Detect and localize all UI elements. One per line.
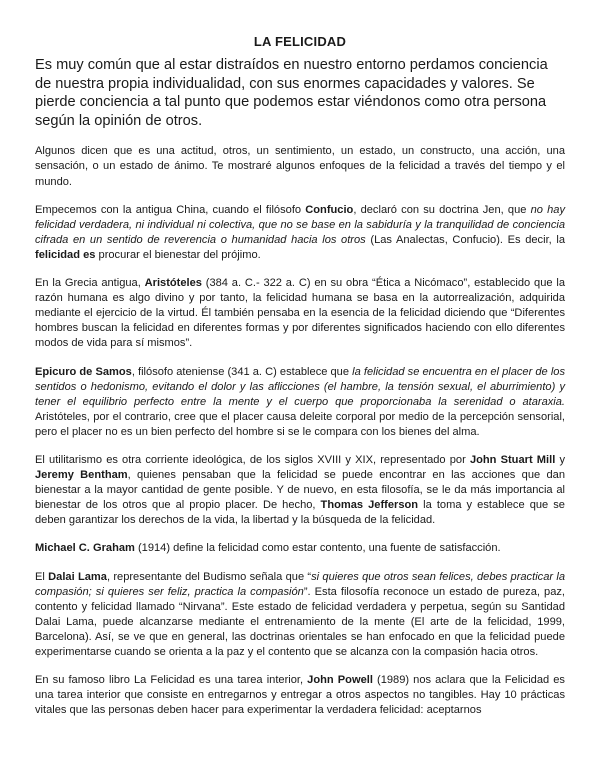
- name-jeremy-bentham: Jeremy Bentham: [35, 469, 128, 482]
- paragraph-text: , filósofo ateniense (341 a. C) establece que: [131, 365, 353, 378]
- name-thomas-jefferson: Thomas Jefferson: [320, 499, 419, 512]
- paragraph-text: la toma y establece que se deben garantizar los derechos de la vida, la libertad y la búsqueda de la felicidad.: [35, 499, 565, 527]
- paragraph-dalai-lama: [35, 570, 565, 661]
- intro-paragraph: Es muy común que al estar distraídos en nuestro entorno perdamos conciencia de nuestra propia individualidad, con sus enormes capacidades y valores. Se pierde conciencia a tal punto que podemos estar viéndonos como otra persona según la opinión de otros.: [35, 57, 548, 129]
- paragraph-text: Aristóteles, por el contrario, cree que el placer causa deleite corporal por medio de la percepción sensorial, pero el placer no es un bien perfecto del hombre si se le compara con los bienes del alma.: [35, 410, 565, 438]
- document-title: LA FELICIDAD: [253, 34, 347, 49]
- paragraph-text: (384 a. C.- 322 a. C) en su obra “Ética a Nicómaco”, establecido que la razón humana es algo divino y por tanto, la felicidad humana se basa en la autorrealización, adquirida mediante el ejercicio de la virtud. Él también pensaba en la esencia de la felicidad diciendo que “Diferentes hombres buscan la felicidad en diferentes formas y por diferentes significados haciendo con ello diferentes modos de vida para sí mismos”.: [35, 277, 565, 350]
- name-michael-graham: Michael C. Graham: [35, 542, 135, 555]
- paragraph-text: ”. Esta filosofía reconoce un estado de pureza, paz, contento y felicidad llamado “Nirvana”. Este estado de felicidad verdadera y perpetua, según su Santidad Dalai Lama, puede alcanzarse mediante el entrenamiento de la mente (El arte de la felicidad, 1999, Barcelona). Así, se ve que en general, las doctrinas orientales se han enfocado en que la felicidad puede experimentarse cuando se orienta a la paz y el contento que se alcanza con la compasión hacia otros.: [35, 585, 565, 658]
- document-page: [35, 34, 565, 731]
- name-john-stuart-mill: John Stuart Mill: [469, 453, 556, 466]
- paragraph-text: (Las Analectas, Confucio). Es decir, la: [365, 233, 566, 246]
- paragraph-text: El utilitarismo es otra corriente ideológica, de los siglos XVIII y XIX, representado por: [35, 453, 470, 466]
- name-aristoteles: Aristóteles: [144, 277, 202, 290]
- epicuro-quote: la felicidad se encuentra en el placer de los sentidos o hedonismo, evitando el dolor y las aflicciones (el hambre, la tensión sexual, el aburrimiento) y tener el equilibrio perfecto entre la mente y el cuerpo que proporcionaba la serenidad o ataraxia.: [35, 365, 566, 408]
- paragraph-text: , declaró con su doctrina Jen, que: [353, 203, 531, 216]
- paragraph-confucio: [35, 203, 565, 263]
- paragraph-graham: [35, 541, 565, 556]
- paragraph-epicuro: [35, 365, 565, 440]
- paragraph-text: El: [35, 570, 49, 583]
- dalai-lama-quote: si quieres que otros sean felices, debes practicar la compasión; si quieres ser feliz, practica la compasión: [35, 570, 565, 598]
- name-epicuro: Epicuro de Samos: [35, 365, 132, 378]
- paragraph-text: Algunos dicen que es una actitud, otros, un sentimiento, un estado, un constructo, una acción, una sensación, o un estado de ánimo. Te mostraré algunos enfoques de la felicidad a través del tiempo y el mundo.: [35, 145, 565, 188]
- paragraph-text: procurar el bienestar del prójimo.: [95, 248, 261, 261]
- paragraph-text: , quienes pensaban que la felicidad se puede encontrar en las acciones que dan bienestar a la mayor cantidad de gente posible. Y de nuevo, en esta filosofía, se le da más importancia al bienestar de los otros que al propio placer. De hecho,: [35, 469, 565, 512]
- paragraph-powell: [35, 673, 565, 718]
- paragraph-text: En la Grecia antigua,: [35, 277, 145, 290]
- name-john-powell: John Powell: [307, 674, 373, 687]
- paragraph-aristoteles: [35, 276, 565, 351]
- emphasis-felicidad-es: felicidad es: [35, 248, 96, 261]
- name-confucio: Confucio: [305, 203, 354, 216]
- paragraph-text: (1914) define la felicidad como estar contento, una fuente de satisfacción.: [134, 542, 501, 555]
- confucio-quote: no hay felicidad verdadera, ni individual ni colectiva, que no se base en la sabiduría y la tranquilidad de conciencia cifrada en un sentido de reverencia o humanidad hacia los otros: [35, 203, 565, 246]
- paragraph-text: , representante del Budismo señala que “: [106, 570, 312, 583]
- paragraph-text: Empecemos con la antigua China, cuando el filósofo: [35, 203, 306, 216]
- paragraph-definitions: [35, 144, 565, 189]
- paragraph-text: y: [555, 453, 565, 466]
- paragraph-text: En su famoso libro La Felicidad es una tarea interior,: [35, 674, 308, 687]
- paragraph-utilitarismo: [35, 453, 565, 528]
- paragraph-text: (1989) nos aclara que la Felicidad es una tarea interior que consiste en entregarnos y entregar a otros aspectos no tangibles. Hay 10 prácticas vitales que las personas deben hacer para experimentar la verdadera felicidad: aceptarnos: [35, 674, 565, 717]
- name-dalai-lama: Dalai Lama: [48, 570, 107, 583]
